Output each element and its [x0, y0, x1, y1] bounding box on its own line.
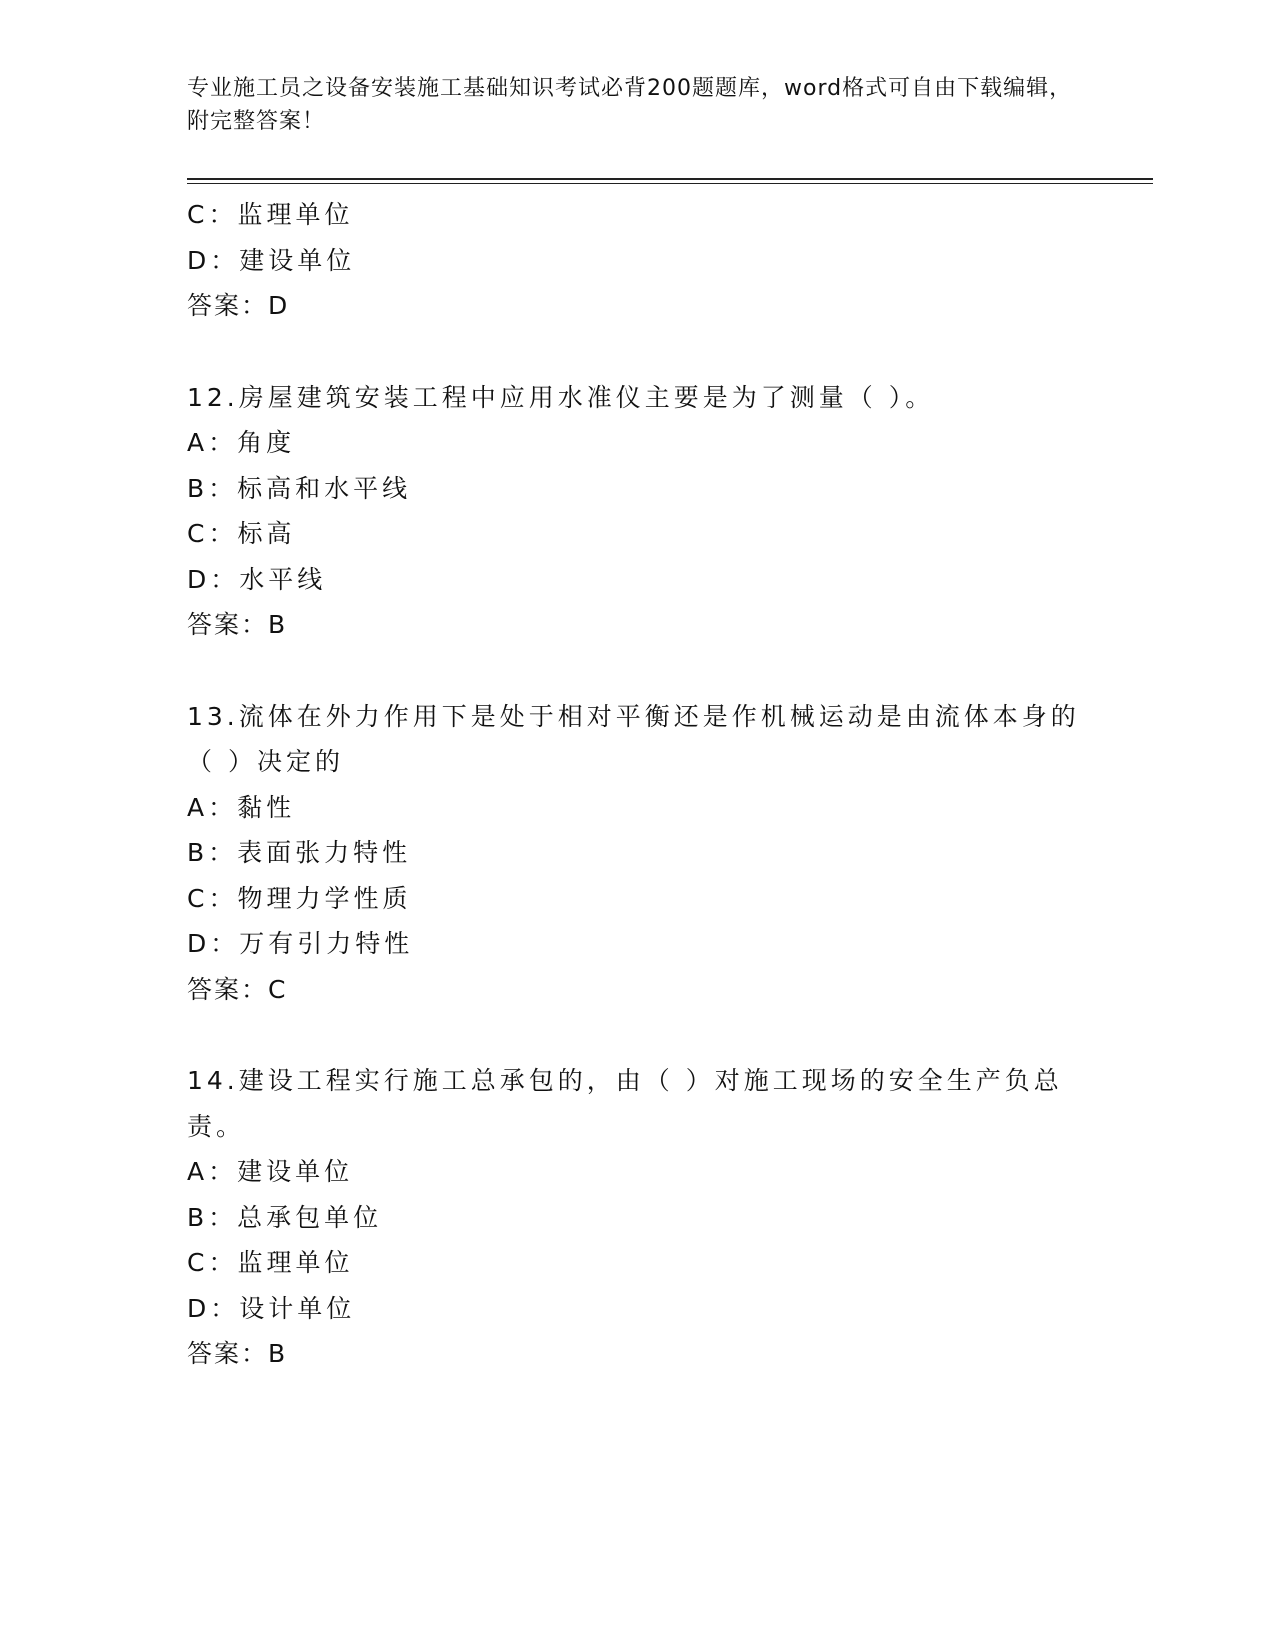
question-text-line-1: 14.建设工程实行施工总承包的，由（ ）对施工现场的安全生产负总 [187, 1066, 1063, 1095]
question-block-14 [187, 1058, 1087, 1377]
option-d: D：设计单位 [187, 1293, 356, 1323]
question-block-12 [187, 375, 1087, 648]
option-b: B：总承包单位 [187, 1202, 383, 1232]
option-b: B：表面张力特性 [187, 838, 412, 867]
question-text-line-2: 责。 [187, 1111, 246, 1141]
answer-line: 答案：B [187, 1339, 288, 1368]
question-text: 12.房屋建筑安装工程中应用水准仪主要是为了测量（ ）。 [187, 382, 935, 412]
document-header: 专业施工员之设备安装施工基础知识考试必背200题题库，word格式可自由下载编辑，附完整答案！ [187, 76, 1073, 134]
spacer [187, 329, 1087, 375]
question-text-line-2: （ ）决定的 [187, 747, 344, 776]
question-list [187, 192, 1087, 1377]
question-block-11 [187, 192, 1087, 329]
option-a: A：黏性 [187, 792, 296, 822]
option-c: C：物理力学性质 [187, 883, 412, 913]
spacer [187, 648, 1087, 694]
option-d: D：水平线 [187, 564, 327, 594]
question-block-13 [187, 694, 1087, 1013]
option-d: D：建设单位 [187, 245, 356, 275]
answer-line: 答案：B [187, 610, 288, 639]
option-a: A：角度 [187, 428, 296, 457]
option-c: C：监理单位 [187, 200, 354, 229]
answer-line: 答案：C [187, 974, 288, 1004]
answer-line: 答案：D [187, 291, 290, 320]
spacer [187, 1012, 1087, 1058]
header-divider-thick [187, 178, 1153, 180]
option-a: A：建设单位 [187, 1157, 354, 1186]
option-c: C：标高 [187, 519, 296, 548]
header-divider-thin [187, 183, 1153, 184]
option-c: C：监理单位 [187, 1248, 354, 1277]
option-d: D：万有引力特性 [187, 929, 414, 958]
option-b: B：标高和水平线 [187, 473, 412, 503]
question-text-line-1: 13.流体在外力作用下是处于相对平衡还是作机械运动是由流体本身的 [187, 701, 1080, 731]
